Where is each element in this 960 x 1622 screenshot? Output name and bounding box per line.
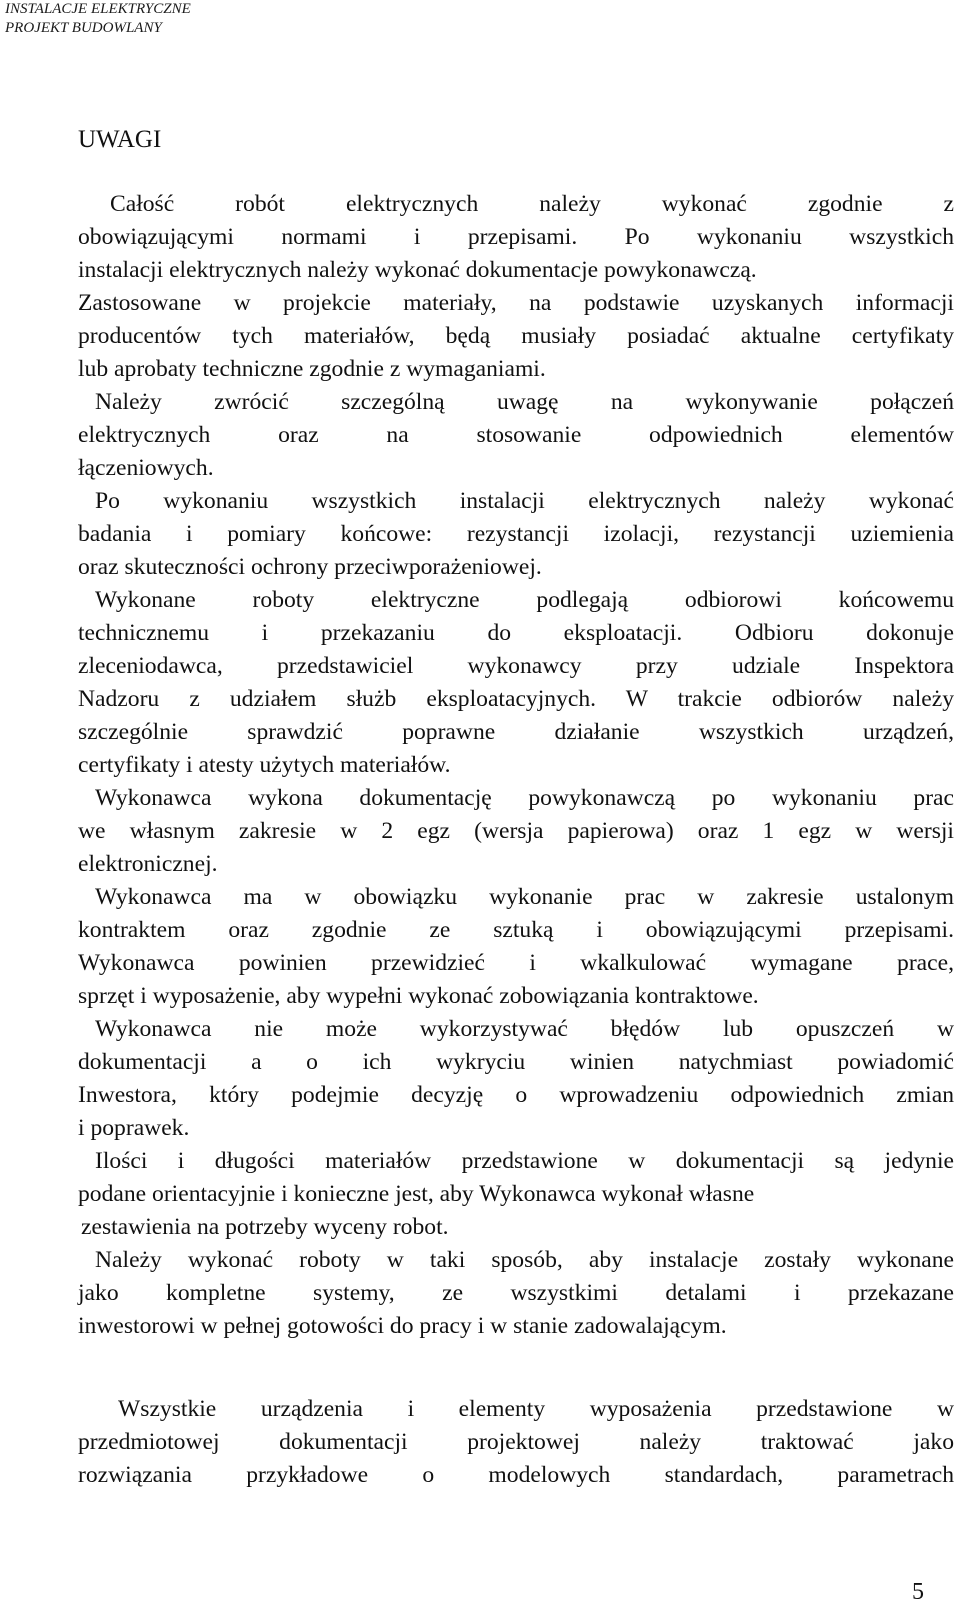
- paragraph-complete-systems: [78, 1244, 954, 1343]
- paragraph-equipment: [78, 1393, 954, 1492]
- document-body: [78, 188, 954, 1343]
- text-line: rozwiązania przykładowe o modelowych standardach, parametrach: [78, 1462, 954, 1488]
- text-line: kontraktem oraz zgodnie ze sztuką i obowiązującymi przepisami.: [78, 917, 954, 943]
- text-line: Należy zwrócić szczególną uwagę na wykonywanie połączeń: [95, 389, 954, 415]
- text-line: oraz skuteczności ochrony przeciwporażeniowej.: [78, 554, 542, 580]
- text-line: Po wykonaniu wszystkich instalacji elektrycznych należy wykonać: [95, 488, 954, 514]
- text-line: technicznemu i przekazaniu do eksploatacji. Odbioru dokonuje: [78, 620, 954, 646]
- paragraph-connections: [78, 386, 954, 485]
- paragraph-quantities: [78, 1145, 954, 1244]
- text-line: sprzęt i wyposażenie, aby wypełni wykonać zobowiązania kontraktowe.: [78, 983, 759, 1009]
- text-line: dokumentacji a o ich wykryciu winien natychmiast powiadomić: [78, 1049, 954, 1075]
- header-line-1: INSTALACJE ELEKTRYCZNE: [5, 1, 191, 17]
- text-line: i poprawek.: [78, 1115, 190, 1141]
- text-line: Należy wykonać roboty w taki sposób, aby instalacje zostały wykonane: [95, 1247, 954, 1273]
- page-number: 5: [912, 1579, 924, 1605]
- paragraph-measurements: [78, 485, 954, 584]
- paragraph-general: [78, 188, 954, 386]
- text-line: zestawienia na potrzeby wyceny robot.: [81, 1214, 449, 1240]
- document-body-continued: [78, 1393, 954, 1492]
- text-line: elektronicznej.: [78, 851, 218, 877]
- text-line: producentów tych materiałów, będą musiały posiadać aktualne certyfikaty: [78, 323, 954, 349]
- text-line: Inwestora, który podejmie decyzję o wprowadzeniu odpowiednich zmian: [78, 1082, 954, 1108]
- text-line: przedmiotowej dokumentacji projektowej należy traktować jako: [78, 1429, 954, 1455]
- text-line: Wykonawca nie może wykorzystywać błędów lub opuszczeń w: [95, 1016, 954, 1042]
- text-line: łączeniowych.: [78, 455, 214, 481]
- text-line: Zastosowane w projekcie materiały, na podstawie uzyskanych informacji: [78, 290, 954, 316]
- running-header: [5, 0, 191, 38]
- text-line: certyfikaty i atesty użytych materiałów.: [78, 752, 451, 778]
- text-line: instalacji elektrycznych należy wykonać dokumentacje powykonawczą.: [78, 257, 757, 283]
- text-line: Wykonane roboty elektryczne podlegają odbiorowi końcowemu: [95, 587, 954, 613]
- text-line: badania i pomiary końcowe: rezystancji izolacji, rezystancji uziemienia: [78, 521, 954, 547]
- text-line: obowiązującymi normami i przepisami. Po wykonaniu wszystkich: [78, 224, 954, 250]
- paragraph-errors: [78, 1013, 954, 1145]
- text-line: inwestorowi w pełnej gotowości do pracy i w stanie zadowalającym.: [78, 1313, 727, 1339]
- paragraph-contractor-obligations: [78, 881, 954, 1013]
- header-line-2: PROJEKT BUDOWLANY: [5, 20, 162, 36]
- text-line: zleceniodawca, przedstawiciel wykonawcy przy udziale Inspektora: [78, 653, 954, 679]
- paragraph-acceptance: [78, 584, 954, 782]
- text-line: elektrycznych oraz na stosowanie odpowiednich elementów: [78, 422, 954, 448]
- text-line: Nadzoru z udziałem służb eksploatacyjnych. W trakcie odbiorów należy: [78, 686, 954, 712]
- page-title: UWAGI: [78, 126, 162, 153]
- text-line: podane orientacyjnie i konieczne jest, aby Wykonawca wykonał własne: [78, 1181, 755, 1207]
- text-line: Wykonawca powinien przewidzieć i wkalkulować wymagane prace,: [78, 950, 954, 976]
- text-line: lub aprobaty techniczne zgodnie z wymaganiami.: [78, 356, 546, 382]
- text-line: jako kompletne systemy, ze wszystkimi detalami i przekazane: [78, 1280, 954, 1306]
- text-line: szczególnie sprawdzić poprawne działanie wszystkich urządzeń,: [78, 719, 954, 745]
- text-line: Ilości i długości materiałów przedstawione w dokumentacji są jedynie: [95, 1148, 954, 1174]
- paragraph-as-built-docs: [78, 782, 954, 881]
- text-line: Wykonawca ma w obowiązku wykonanie prac w zakresie ustalonym: [95, 884, 954, 910]
- text-line: we własnym zakresie w 2 egz (wersja papierowa) oraz 1 egz w wersji: [78, 818, 954, 844]
- text-line: Wszystkie urządzenia i elementy wyposażenia przedstawione w: [118, 1396, 954, 1422]
- text-line: Całość robót elektrycznych należy wykonać zgodnie z: [110, 191, 954, 217]
- text-line: Wykonawca wykona dokumentację powykonawczą po wykonaniu prac: [95, 785, 954, 811]
